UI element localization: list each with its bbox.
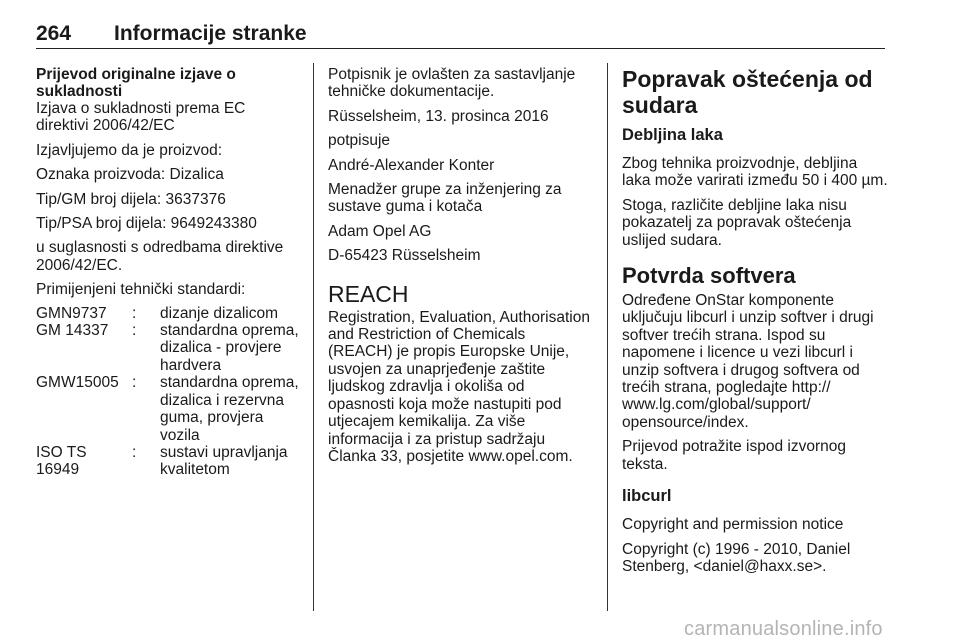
paragraph: Copyright and permission notice — [622, 516, 844, 534]
paragraph: Copyright (c) 1996 - 2010, Daniel Stenberg, <daniel@haxx.se>. — [622, 540, 851, 575]
paragraph: André-Alexander Konter — [328, 156, 495, 174]
separator: : — [132, 374, 137, 392]
page-number: 264 — [36, 22, 72, 45]
column-3 — [622, 66, 888, 582]
separator: : — [132, 443, 137, 461]
paragraph: Stoga, različite debljine laka nisu pokazatelj za popravak oštećenja uslijed sudara. — [622, 196, 852, 249]
standard-code: ISO TS 16949 — [36, 443, 87, 479]
paragraph: Potpisnik je ovlašten za sastavljanje tehničke dokumentacije. — [328, 66, 576, 101]
column-divider — [607, 63, 608, 611]
subsection-heading: Debljina laka — [622, 126, 723, 144]
paragraph: Tip/PSA broj dijela: 9649243380 — [36, 215, 257, 233]
standard-code: GM 14337 — [36, 322, 109, 340]
table-row — [36, 322, 300, 374]
standard-description: standardna oprema, dizalica i rezervna guma, provjera vozila — [160, 374, 299, 444]
paragraph: u suglasnosti s odredbama direktive 2006/42/EC. — [36, 239, 284, 274]
paragraph: Adam Opel AG — [328, 222, 432, 240]
table-row — [36, 444, 300, 479]
column-2 — [328, 66, 592, 472]
subsection-heading: libcurl — [622, 487, 672, 506]
column-divider — [313, 63, 314, 611]
declaration-intro: Izjava o sukladnosti prema EC direktivi 2006/42/EC — [36, 100, 246, 135]
standard-description: dizanje dizalicom — [160, 304, 279, 322]
paragraph: Prijevod potražite ispod izvornog teksta. — [622, 438, 847, 473]
section-heading: Potvrda softvera — [622, 263, 796, 289]
paragraph: Rüsselsheim, 13. prosinca 2016 — [328, 107, 549, 125]
paragraph: Menadžer grupe za inženjering za sustave guma i kotača — [328, 181, 562, 216]
column-1 — [36, 66, 300, 479]
paragraph: Izjavljujemo da je proizvod: — [36, 141, 223, 159]
standard-code: GMW15005 — [36, 374, 119, 392]
paragraph: D-65423 Rüsselsheim — [328, 247, 481, 265]
paragraph: potpisuje — [328, 132, 391, 150]
paragraph: Zbog tehnika proizvodnje, debljina laka može varirati između 50 i 400 µm. — [622, 155, 888, 190]
standard-code: GMN9737 — [36, 304, 107, 322]
paragraph: Primijenjeni tehnički standardi: — [36, 281, 246, 299]
table-row — [36, 374, 300, 444]
watermark: carmanualsonline.info — [684, 618, 883, 640]
paragraph: Tip/GM broj dijela: 3637376 — [36, 190, 226, 208]
separator: : — [132, 322, 137, 340]
standards-table — [36, 305, 300, 479]
reach-text: Registration, Evaluation, Authorisation and Restriction of Chemicals (REACH) je propis Europske Unije, usvojen za unaprjeđenje zaštite ljudskog zdravlja i okoliša od opasnosti koja može nastupiti pod utjecajem kemikalija. Za više informacija i za pristup sadržaju Članka 33, posjetite www.opel.com. — [328, 308, 590, 465]
page-title: Informacije stranke — [114, 22, 307, 45]
paragraph: Oznaka proizvoda: Dizalica — [36, 166, 224, 184]
reach-heading: REACH — [328, 280, 409, 307]
paragraph: Određene OnStar komponente uključuju libcurl i unzip softver i drugi softver trećih strana. Ispod su napomene i licence u vezi libcurl i unzip softvera i drugog softvera od trećih strana, pogledajte http:// www.lg.com/global/support/ opensource/index. — [622, 292, 874, 431]
section-heading: Popravak oštećenja od sudara — [622, 66, 873, 118]
declaration-heading: Prijevod originalne izjave o sukladnosti — [36, 66, 236, 100]
table-row — [36, 305, 300, 322]
standard-description: standardna oprema, dizalica - provjere hardvera — [160, 322, 299, 374]
standard-description: sustavi upravljanja kvalitetom — [160, 443, 288, 479]
page-header — [36, 22, 885, 49]
separator: : — [132, 304, 137, 322]
